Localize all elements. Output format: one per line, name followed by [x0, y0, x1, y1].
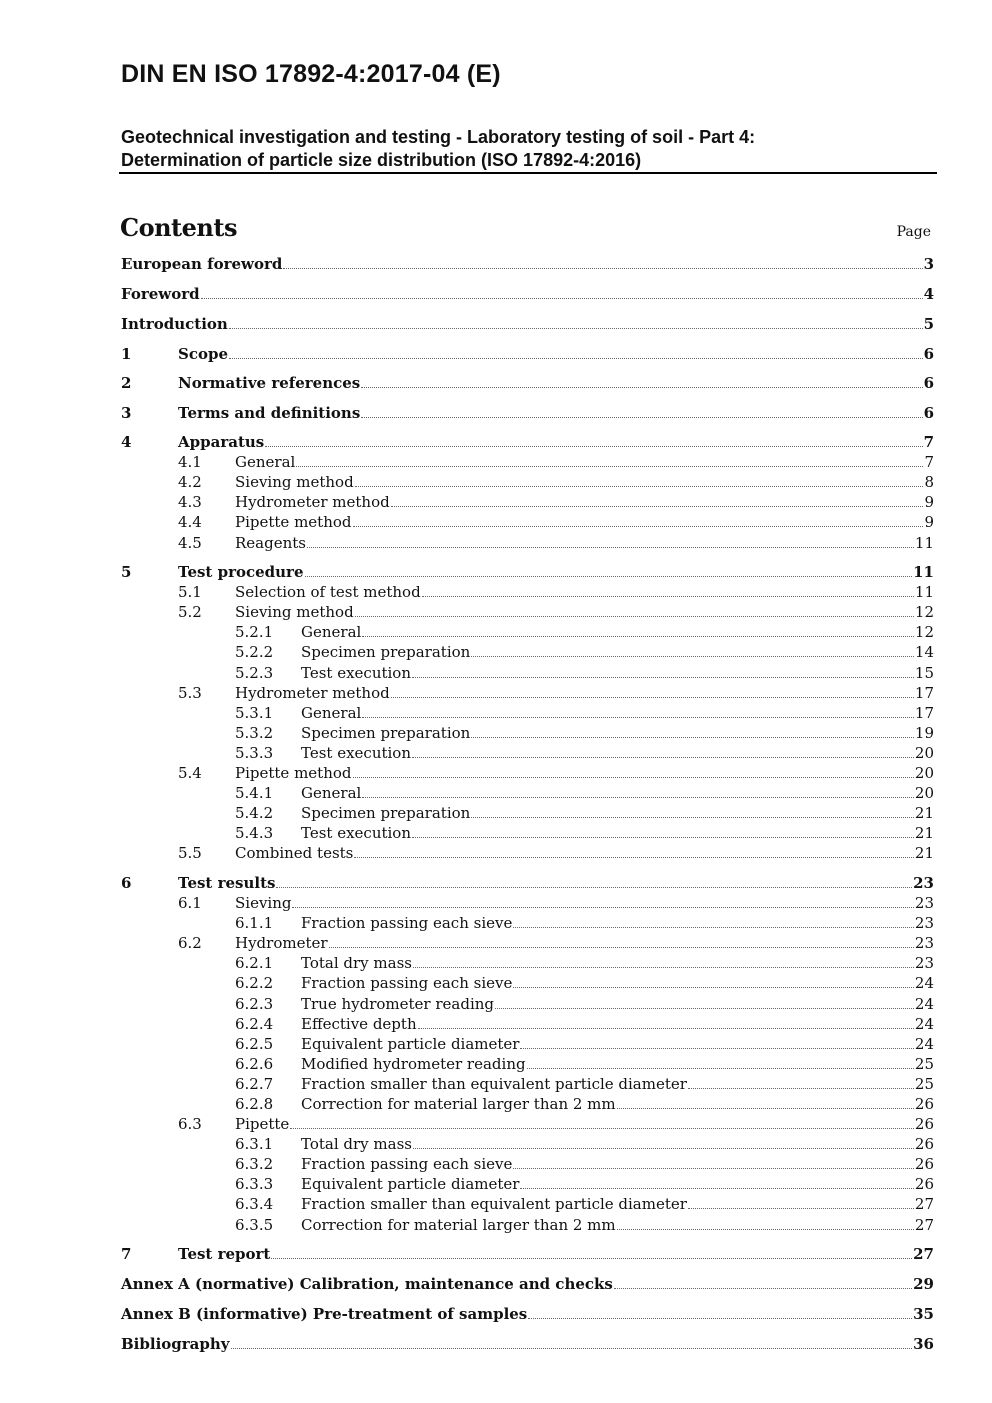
toc-entry[interactable] — [121, 1333, 934, 1353]
toc-entry-number: 5.3.3 — [235, 744, 274, 762]
toc-entry[interactable] — [235, 742, 934, 762]
toc-entry-page: 23 — [914, 894, 934, 912]
toc-entry-page: 6 — [923, 374, 934, 392]
toc-entry-page: 25 — [914, 1075, 934, 1093]
toc-leader-dots — [229, 327, 923, 329]
toc-leader-dots — [527, 1067, 914, 1069]
toc-entry-title: Foreword — [121, 285, 200, 303]
toc-entry-title: Total dry mass — [301, 954, 412, 972]
toc-leader-dots — [495, 1007, 914, 1009]
toc-entry-title: Terms and definitions — [178, 404, 361, 422]
toc-entry-number: 6.2 — [178, 934, 202, 952]
toc-leader-dots — [362, 635, 914, 637]
toc-leader-dots — [361, 386, 922, 388]
toc-entry[interactable] — [121, 1243, 934, 1263]
toc-entry-page: 11 — [914, 534, 934, 552]
toc-entry[interactable] — [178, 601, 934, 621]
toc-entry[interactable] — [178, 581, 934, 601]
toc-entry-title: Pipette — [235, 1115, 290, 1133]
toc-leader-dots — [265, 445, 922, 447]
toc-entry-page: 6 — [923, 404, 934, 422]
toc-entry-page: 21 — [914, 804, 934, 822]
toc-entry-title: Test execution — [301, 744, 412, 762]
toc-entry[interactable] — [235, 822, 934, 842]
toc-entry[interactable] — [178, 451, 934, 471]
toc-leader-dots — [471, 816, 914, 818]
toc-leader-dots — [362, 796, 914, 798]
toc-entry[interactable] — [178, 762, 934, 782]
toc-entry[interactable] — [235, 782, 934, 802]
toc-entry-number: 4.1 — [178, 453, 202, 471]
toc-entry-page: 3 — [923, 255, 934, 273]
toc-leader-dots — [688, 1207, 914, 1209]
page-column-label: Page — [896, 224, 931, 240]
toc-leader-dots — [520, 1047, 913, 1049]
toc-entry-number: 5.2.2 — [235, 643, 274, 661]
toc-entry[interactable] — [121, 253, 934, 273]
toc-entry-number: 6.3.4 — [235, 1195, 274, 1213]
toc-leader-dots — [422, 595, 914, 597]
toc-leader-dots — [391, 696, 914, 698]
toc-leader-dots — [229, 357, 923, 359]
toc-entry-page: 9 — [924, 493, 934, 511]
toc-entry-number: 6.2.5 — [235, 1035, 274, 1053]
toc-entry-number: 1 — [121, 345, 132, 363]
toc-leader-dots — [617, 1107, 914, 1109]
toc-entry-page: 23 — [913, 874, 934, 892]
document-title: DIN EN ISO 17892-4:2017-04 (E) — [121, 60, 501, 88]
toc-entry-title: Test results — [178, 874, 276, 892]
toc-entry[interactable] — [178, 491, 934, 511]
toc-leader-dots — [513, 1167, 914, 1169]
toc-entry-number: 5.2 — [178, 603, 202, 621]
toc-leader-dots — [283, 267, 922, 269]
toc-entry[interactable] — [121, 372, 934, 392]
toc-entry-number: 4.3 — [178, 493, 202, 511]
toc-entry-number: 6.1.1 — [235, 914, 274, 932]
toc-entry[interactable] — [235, 662, 934, 682]
toc-entry-page: 24 — [914, 974, 934, 992]
toc-entry[interactable] — [235, 722, 934, 742]
toc-entry-page: 4 — [923, 285, 934, 303]
toc-entry-page: 6 — [923, 345, 934, 363]
toc-entry-page: 5 — [923, 315, 934, 333]
toc-entry[interactable] — [121, 1273, 934, 1293]
toc-entry[interactable] — [178, 471, 934, 491]
toc-entry-number: 6.3.5 — [235, 1216, 274, 1234]
toc-entry[interactable] — [235, 1153, 934, 1173]
toc-leader-dots — [412, 676, 914, 678]
toc-leader-dots — [513, 926, 914, 928]
toc-entry-page: 21 — [914, 844, 934, 862]
toc-entry-number: 6 — [121, 874, 132, 892]
toc-entry-number: 7 — [121, 1245, 132, 1263]
toc-entry-number: 5.1 — [178, 583, 202, 601]
toc-entry-title: Hydrometer method — [235, 684, 390, 702]
toc-entry-title: Scope — [178, 345, 229, 363]
toc-entry-number: 4.5 — [178, 534, 202, 552]
toc-entry-number: 4 — [121, 433, 132, 451]
toc-leader-dots — [355, 485, 924, 487]
toc-entry-page: 23 — [914, 914, 934, 932]
toc-entry-number: 6.2.2 — [235, 974, 274, 992]
toc-entry-number: 6.2.6 — [235, 1055, 274, 1073]
toc-entry-title: Test procedure — [178, 563, 304, 581]
subtitle-line-1: Geotechnical investigation and testing - Laboratory testing of soil - Part 4: — [121, 127, 756, 147]
toc-leader-dots — [355, 615, 914, 617]
toc-entry-page: 21 — [914, 824, 934, 842]
toc-entry-number: 5 — [121, 563, 132, 581]
toc-entry-title: Equivalent particle diameter — [301, 1035, 520, 1053]
toc-entry-page: 35 — [913, 1305, 934, 1323]
toc-entry-number: 5.2.1 — [235, 623, 274, 641]
toc-entry-title: General — [235, 453, 296, 471]
toc-leader-dots — [614, 1287, 912, 1289]
toc-leader-dots — [362, 716, 914, 718]
toc-entry[interactable] — [121, 561, 934, 581]
toc-entry-title: Fraction smaller than equivalent particle diameter — [301, 1195, 687, 1213]
toc-entry-number: 6.3.1 — [235, 1135, 274, 1153]
toc-entry-page: 24 — [914, 995, 934, 1013]
toc-entry-page: 23 — [914, 954, 934, 972]
toc-leader-dots — [412, 756, 914, 758]
toc-entry[interactable] — [121, 313, 934, 333]
toc-entry-number: 4.4 — [178, 513, 202, 531]
toc-entry-page: 7 — [923, 433, 934, 451]
toc-entry[interactable] — [178, 682, 934, 702]
toc-entry-page: 20 — [914, 744, 934, 762]
toc-entry-title: Selection of test method — [235, 583, 421, 601]
toc-entry-page: 24 — [914, 1015, 934, 1033]
toc-leader-dots — [688, 1087, 914, 1089]
toc-entry-page: 8 — [924, 473, 934, 491]
toc-entry-title: Bibliography — [121, 1335, 230, 1353]
toc-entry-page: 24 — [914, 1035, 934, 1053]
toc-entry[interactable] — [235, 972, 934, 992]
toc-leader-dots — [361, 416, 922, 418]
toc-leader-dots — [276, 886, 912, 888]
toc-leader-dots — [231, 1347, 913, 1349]
toc-entry[interactable] — [235, 1053, 934, 1073]
toc-entry[interactable] — [178, 842, 934, 862]
toc-entry[interactable] — [235, 993, 934, 1013]
toc-leader-dots — [290, 1127, 914, 1129]
document-subtitle — [121, 126, 937, 172]
toc-entry-page: 17 — [914, 704, 934, 722]
toc-entry-title: Sieving method — [235, 473, 354, 491]
toc-entry-title: True hydrometer reading — [301, 995, 495, 1013]
toc-leader-dots — [329, 946, 914, 948]
toc-entry-page: 12 — [914, 623, 934, 641]
toc-leader-dots — [391, 505, 924, 507]
toc-entry-number: 6.1 — [178, 894, 202, 912]
toc-entry[interactable] — [235, 1214, 934, 1234]
toc-entry-page: 25 — [914, 1055, 934, 1073]
toc-entry[interactable] — [178, 932, 934, 952]
toc-entry[interactable] — [235, 1193, 934, 1213]
toc-entry-title: Total dry mass — [301, 1135, 412, 1153]
toc-entry-number: 5.3 — [178, 684, 202, 702]
toc-leader-dots — [353, 776, 914, 778]
toc-entry[interactable] — [235, 641, 934, 661]
toc-entry[interactable] — [235, 952, 934, 972]
toc-leader-dots — [418, 1027, 914, 1029]
toc-leader-dots — [307, 546, 914, 548]
toc-entry[interactable] — [121, 872, 934, 892]
toc-entry-number: 5.4.2 — [235, 804, 274, 822]
toc-entry-number: 5.4 — [178, 764, 202, 782]
toc-entry[interactable] — [178, 892, 934, 912]
toc-leader-dots — [305, 575, 913, 577]
toc-entry-title: Equivalent particle diameter — [301, 1175, 520, 1193]
toc-entry-number: 6.2.8 — [235, 1095, 274, 1113]
toc-entry-page: 12 — [914, 603, 934, 621]
toc-leader-dots — [471, 736, 914, 738]
toc-entry[interactable] — [235, 1033, 934, 1053]
toc-entry-page: 26 — [914, 1115, 934, 1133]
toc-entry-title: Test report — [178, 1245, 271, 1263]
toc-entry-title: Combined tests — [235, 844, 354, 862]
toc-entry-page: 23 — [914, 934, 934, 952]
toc-entry-page: 26 — [914, 1095, 934, 1113]
toc-entry-number: 6.2.1 — [235, 954, 274, 972]
toc-entry-page: 19 — [914, 724, 934, 742]
toc-entry-title: Annex A (normative) Calibration, maintenance and checks — [121, 1275, 613, 1293]
toc-leader-dots — [513, 986, 914, 988]
toc-entry-title: Fraction passing each sieve — [301, 1155, 513, 1173]
toc-entry-number: 5.5 — [178, 844, 202, 862]
toc-entry-title: Pipette method — [235, 513, 352, 531]
toc-entry-title: Annex B (informative) Pre-treatment of samples — [121, 1305, 528, 1323]
toc-entry[interactable] — [235, 621, 934, 641]
toc-entry-number: 6.3.2 — [235, 1155, 274, 1173]
contents-heading: Contents — [120, 213, 237, 242]
toc-entry[interactable] — [235, 1013, 934, 1033]
toc-entry-page: 26 — [914, 1155, 934, 1173]
toc-entry[interactable] — [235, 1093, 934, 1113]
toc-entry-title: Specimen preparation — [301, 643, 471, 661]
toc-entry[interactable] — [121, 402, 934, 422]
toc-entry-title: Specimen preparation — [301, 804, 471, 822]
toc-entry-title: Effective depth — [301, 1015, 417, 1033]
toc-entry-title: Sieving method — [235, 603, 354, 621]
toc-entry-page: 20 — [914, 764, 934, 782]
subtitle-line-2: Determination of particle size distribution (ISO 17892-4:2016) — [121, 150, 642, 170]
toc-entry-title: Fraction passing each sieve — [301, 914, 513, 932]
toc-entry-page: 15 — [914, 664, 934, 682]
toc-leader-dots — [296, 465, 923, 467]
toc-entry-title: Hydrometer — [235, 934, 328, 952]
toc-entry-number: 5.3.2 — [235, 724, 274, 742]
toc-entry-title: Apparatus — [178, 433, 265, 451]
toc-entry-title: Normative references — [178, 374, 361, 392]
toc-entry-title: Hydrometer method — [235, 493, 390, 511]
toc-entry-title: Correction for material larger than 2 mm — [301, 1216, 616, 1234]
toc-entry[interactable] — [235, 802, 934, 822]
toc-entry[interactable] — [178, 511, 934, 531]
toc-entry-page: 11 — [913, 563, 934, 581]
toc-entry-page: 7 — [924, 453, 934, 471]
toc-entry-number: 6.3 — [178, 1115, 202, 1133]
toc-leader-dots — [528, 1317, 912, 1319]
toc-entry[interactable] — [235, 702, 934, 722]
toc-entry-page: 27 — [914, 1195, 934, 1213]
header-rule — [119, 172, 937, 174]
toc-entry-number: 6.2.4 — [235, 1015, 274, 1033]
toc-entry[interactable] — [121, 283, 934, 303]
toc-leader-dots — [617, 1228, 914, 1230]
toc-leader-dots — [413, 966, 914, 968]
toc-leader-dots — [520, 1187, 913, 1189]
toc-entry-title: Modified hydrometer reading — [301, 1055, 526, 1073]
toc-entry-title: Introduction — [121, 315, 228, 333]
toc-entry-number: 6.2.3 — [235, 995, 274, 1013]
toc-entry-page: 17 — [914, 684, 934, 702]
toc-entry[interactable] — [178, 1113, 934, 1133]
toc-entry-number: 6.3.3 — [235, 1175, 274, 1193]
toc-leader-dots — [353, 525, 924, 527]
toc-entry-number: 5.4.1 — [235, 784, 274, 802]
toc-entry-page: 26 — [914, 1175, 934, 1193]
toc-entry-title: General — [301, 623, 362, 641]
toc-entry-title: General — [301, 784, 362, 802]
toc-entry-page: 27 — [914, 1216, 934, 1234]
toc-entry-page: 11 — [914, 583, 934, 601]
toc-entry-title: Reagents — [235, 534, 306, 552]
toc-entry-number: 5.2.3 — [235, 664, 274, 682]
toc-entry-page: 29 — [913, 1275, 934, 1293]
toc-entry-title: General — [301, 704, 362, 722]
toc-entry-title: Test execution — [301, 664, 412, 682]
toc-entry-page: 14 — [914, 643, 934, 661]
toc-entry-number: 6.2.7 — [235, 1075, 274, 1093]
toc-entry-page: 26 — [914, 1135, 934, 1153]
toc-entry[interactable] — [121, 1303, 934, 1323]
toc-entry-number: 3 — [121, 404, 132, 422]
toc-leader-dots — [354, 856, 914, 858]
toc-entry[interactable] — [178, 532, 934, 552]
toc-entry-title: Pipette method — [235, 764, 352, 782]
toc-entry-page: 36 — [913, 1335, 934, 1353]
toc-entry-title: Test execution — [301, 824, 412, 842]
toc-leader-dots — [413, 1147, 914, 1149]
toc-entry-number: 2 — [121, 374, 132, 392]
toc-leader-dots — [471, 655, 914, 657]
toc-entry-page: 20 — [914, 784, 934, 802]
toc-entry-page: 27 — [913, 1245, 934, 1263]
toc-entry-title: Correction for material larger than 2 mm — [301, 1095, 616, 1113]
toc-entry-title: Sieving — [235, 894, 292, 912]
toc-entry-title: Fraction smaller than equivalent particle diameter — [301, 1075, 687, 1093]
toc-entry-title: Specimen preparation — [301, 724, 471, 742]
toc-entry[interactable] — [235, 1133, 934, 1153]
toc-entry[interactable] — [235, 1073, 934, 1093]
toc-leader-dots — [201, 297, 923, 299]
toc-leader-dots — [271, 1257, 912, 1259]
toc-entry-number: 4.2 — [178, 473, 202, 491]
toc-entry[interactable] — [235, 912, 934, 932]
toc-leader-dots — [412, 836, 914, 838]
toc-entry-title: European foreword — [121, 255, 283, 273]
toc-entry-page: 9 — [924, 513, 934, 531]
toc-entry[interactable] — [121, 431, 934, 451]
toc-entry[interactable] — [235, 1173, 934, 1193]
toc-leader-dots — [292, 906, 913, 908]
toc-entry-number: 5.3.1 — [235, 704, 274, 722]
toc-entry-number: 5.4.3 — [235, 824, 274, 842]
toc-entry-title: Fraction passing each sieve — [301, 974, 513, 992]
toc-entry[interactable] — [121, 343, 934, 363]
